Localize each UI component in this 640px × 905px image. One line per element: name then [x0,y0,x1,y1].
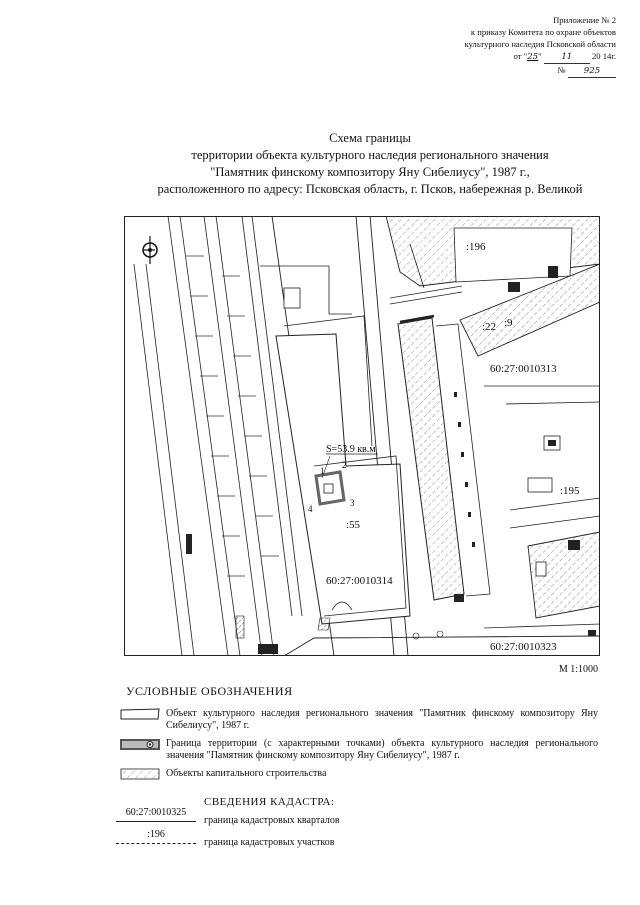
appendix-line-2: к приказу Комитета по охране объектов [470,27,616,37]
appendix-date [386,50,616,64]
boundary-symbol-icon [120,738,160,750]
quarter-line [116,821,196,822]
parcel-line [116,843,196,844]
legend-item-boundary [120,738,600,764]
label-quarter-0010313: 60:27:0010313 [490,363,557,375]
building-hatch-icon [120,768,160,780]
date-day: 25 [527,52,539,62]
appendix-number [386,64,616,78]
title-line-3: "Памятник финскому композитору Яну Сибелиусу", 1987 г., [210,165,530,179]
label-parcel-22: :22 [482,321,497,333]
title-line-2: территории объекта культурного наследия регионального значения [191,148,549,162]
label-parcel-55: :55 [346,519,361,531]
left-block [186,534,192,554]
legend-heading: УСЛОВНЫЕ ОБОЗНАЧЕНИЯ [126,684,293,698]
legend-item-buildings [120,768,600,782]
cadastre-quarter-row [0,806,640,826]
legend-object-text: Объект культурного наследия регионального значения "Памятник финскому композитору Яну Сибелиусу", 1987 г. [166,708,598,731]
legend-buildings-text: Объекты капитального строительства [166,768,327,779]
label-point-1: 1 [320,466,325,476]
label-quarter-0010323: 60:27:0010323 [490,641,557,653]
number-prefix: № [557,65,568,75]
label-parcel-9: :9 [504,317,513,329]
number-value: 925 [568,65,616,78]
cadastre-parcel-row [0,828,640,848]
label-quarter-0010314: 60:27:0010314 [326,575,393,587]
title-line-4: расположенного по адресу: Псковская область, г. Псков, набережная р. Великой [157,182,583,196]
left-block-3 [258,644,278,654]
appendix-line-3: культурного наследия Псковской области [464,39,616,49]
label-point-2: 2 [342,460,347,470]
map-svg [124,216,600,656]
title-line-1: Схема границы [329,131,411,145]
label-point-4: 4 [308,504,313,514]
left-block-2 [236,616,244,638]
date-year: 20 14г. [589,51,616,61]
small-building [284,288,300,308]
quarter-code: 60:27:0010325 [125,807,187,818]
date-prefix: от " [513,51,528,61]
label-parcel-196: :196 [466,241,486,253]
object-symbol-icon [120,708,160,720]
label-parcel-195: :195 [560,485,580,497]
cadastral-map [124,216,600,656]
date-month: 11 [544,51,590,64]
parcel-code: :196 [147,829,165,840]
quarter-desc: граница кадастровых кварталов [204,815,340,826]
appendix-line-1: Приложение № 2 [553,15,616,25]
appendix-block [386,14,616,78]
legend-item-object [120,708,600,734]
date-mid: " [538,51,544,61]
cadastre-heading: СВЕДЕНИЯ КАДАСТРА: [204,796,335,808]
legend-boundary-text: Граница территории (с характерными точками) объекта культурного наследия регионального значения "Памятник финскому композитору Яну Сибелиусу", 1987 г. [166,738,598,761]
label-point-3: 3 [350,498,355,508]
map-scale: М 1:1000 [558,664,598,675]
label-area: S=53.9 кв.м [326,444,376,455]
parcel-desc: граница кадастровых участков [204,837,335,848]
document-title [110,130,630,198]
